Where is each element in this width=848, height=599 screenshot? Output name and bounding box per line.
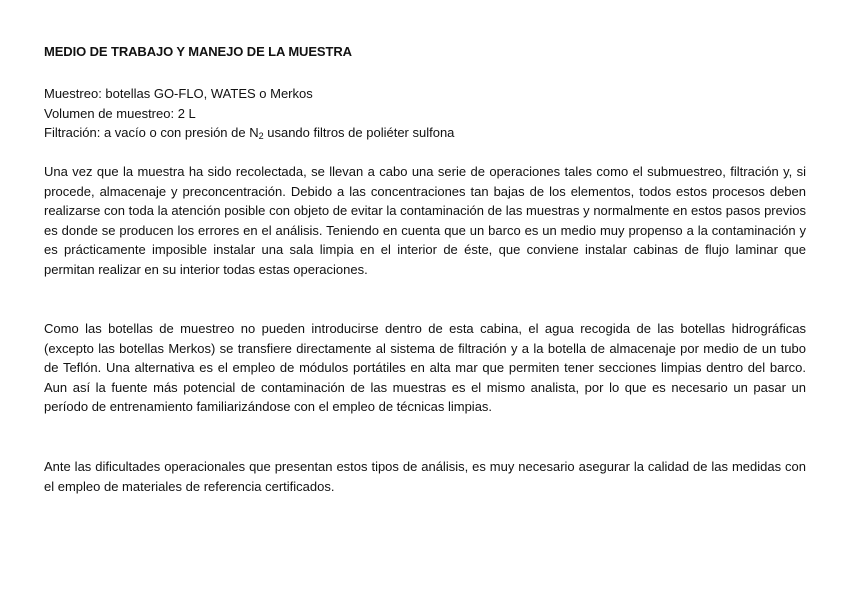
filtration-line	[44, 123, 804, 143]
document-title: MEDIO DE TRABAJO Y MANEJO DE LA MUESTRA	[44, 44, 352, 59]
sampling-details	[44, 84, 804, 143]
paragraph-1: Una vez que la muestra ha sido recolectada, se llevan a cabo una serie de operaciones tales como el submuestreo, filtración y, si procede, almacenaje y preconcentración. Debido a las concentraciones tan bajas de los elementos, todos estos procesos deben realizarse con toda la atención posible con objeto de evitar la contaminación de las muestras y normalmente en estos pasos previos es donde se producen los errores en el análisis. Teniendo en cuenta que un barco es un medio muy propenso a la contaminación y es prácticamente imposible instalar una sala limpia en el interior de éste, que conviene instalar cabinas de flujo laminar que permitan realizar en su interior todas estas operaciones.	[44, 164, 806, 277]
paragraph-3: Ante las dificultades operacionales que presentan estos tipos de análisis, es muy necesario asegurar la calidad de las medidas con el empleo de materiales de referencia certificados.	[44, 459, 806, 494]
sampling-bottles-line: Muestreo: botellas GO-FLO, WATES o Merkos	[44, 86, 313, 101]
filtration-text-start: Filtración: a vacío o con presión de N	[44, 125, 259, 140]
sampling-volume-line: Volumen de muestreo: 2 L	[44, 105, 196, 121]
nitrogen-subscript: 2	[258, 131, 264, 141]
filtration-text-end: usando filtros de poliéter sulfona	[263, 125, 455, 140]
paragraph-2: Como las botellas de muestreo no pueden introducirse dentro de esta cabina, el agua recogida de las botellas hidrográficas (excepto las botellas Merkos) se transfiere directamente al sistema de filtración y a la botella de almacenaje por medio de un tubo de Teflón. Una alternativa es el empleo de módulos portátiles en alta mar que permiten tener secciones limpias dentro del barco. Aun así la fuente más potencial de contaminación de las muestras es el mismo analista, por lo que es necesario un pasar un período de entrenamiento familiarizándose con el empleo de técnicas limpias.	[44, 321, 806, 415]
